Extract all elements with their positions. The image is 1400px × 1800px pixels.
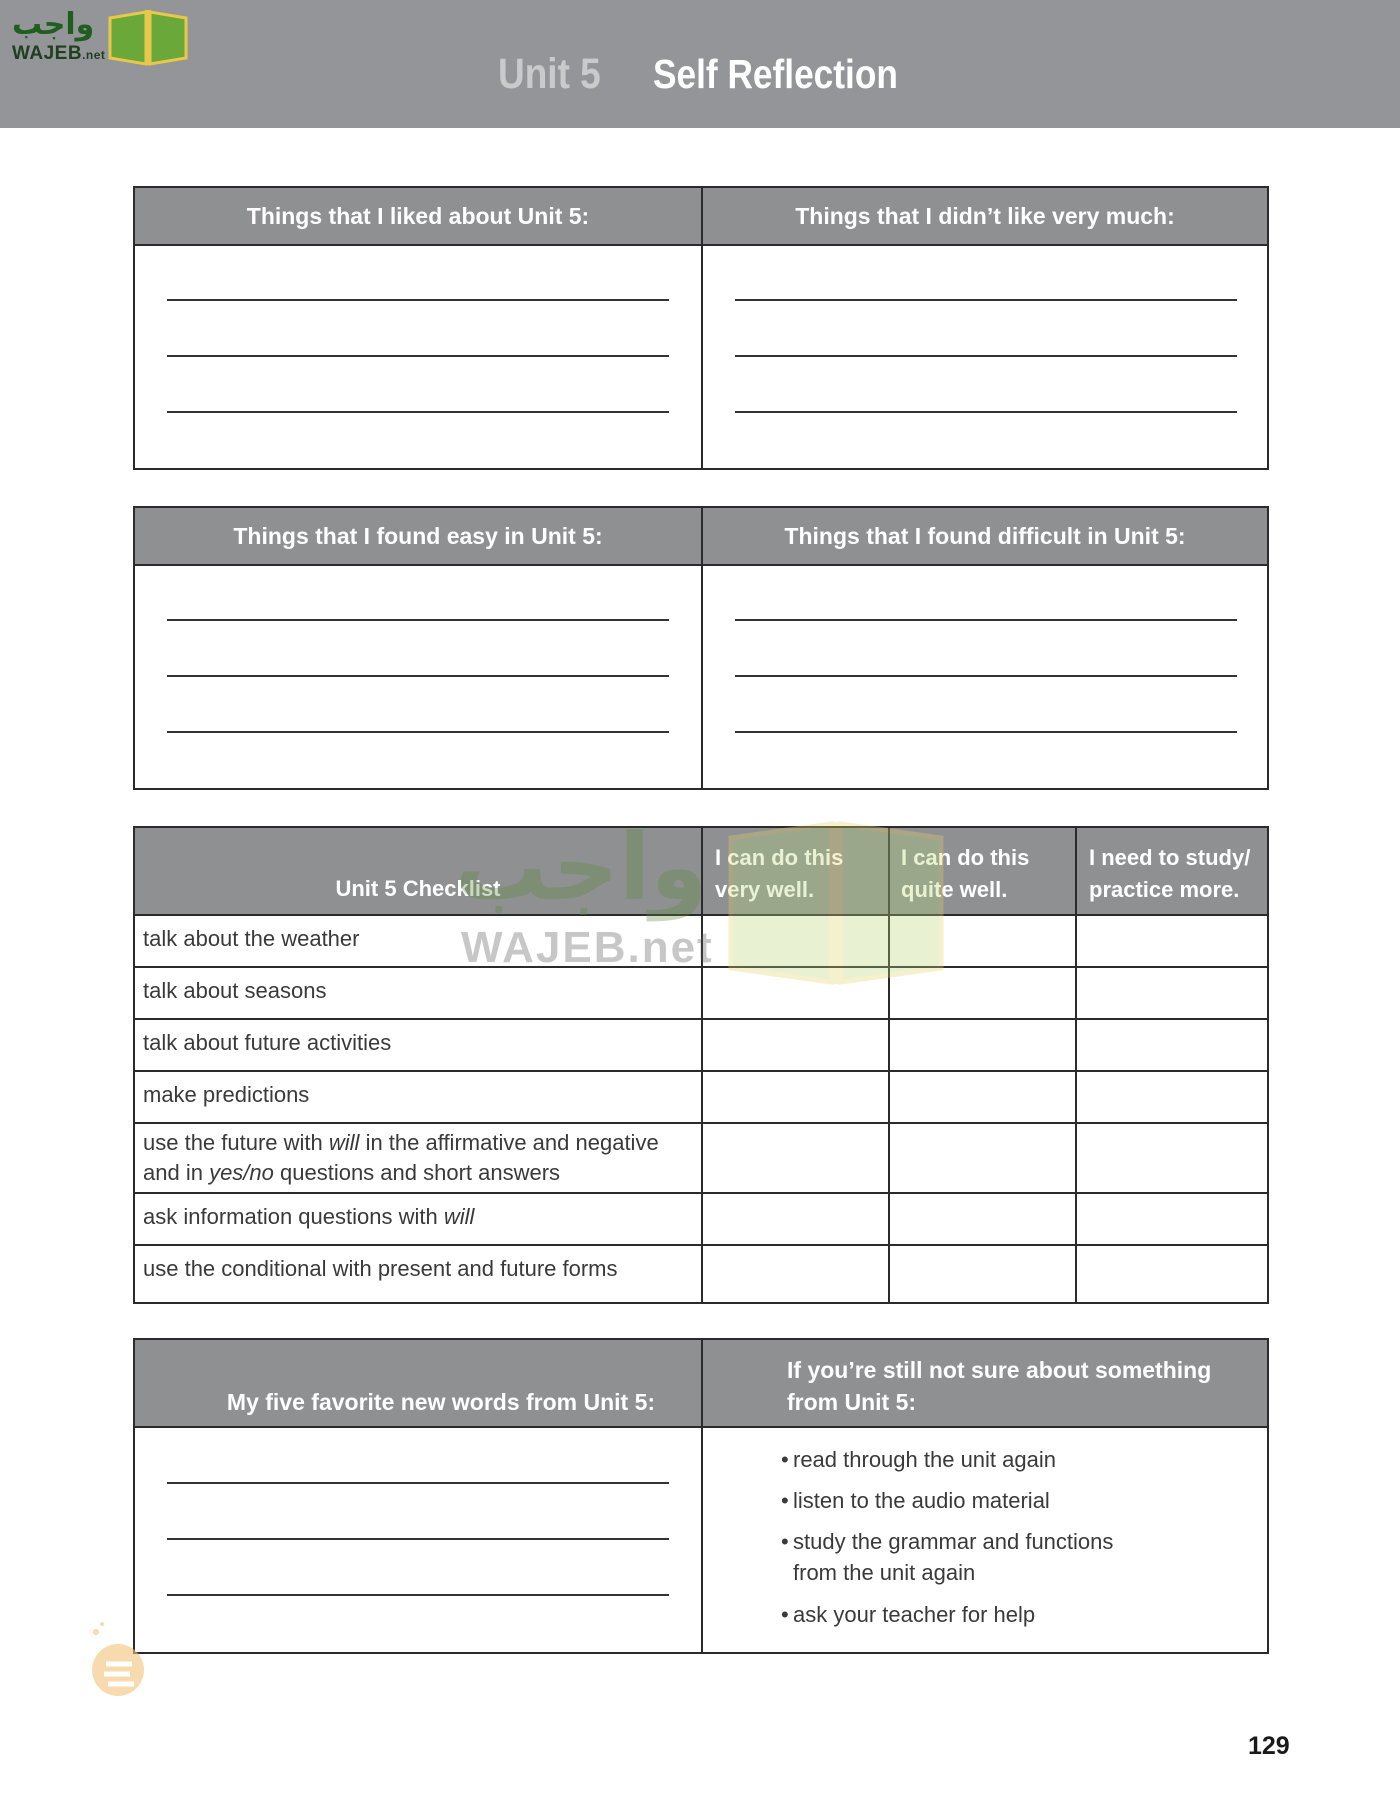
checkbox-cell[interactable] [703, 1124, 888, 1192]
checklist-item: use the future with will in the affirmative and negative and in yes/no questions and short answers [143, 1130, 659, 1185]
decorative-mark-icon [82, 1616, 152, 1706]
checkbox-cell[interactable] [890, 1124, 1075, 1192]
checkbox-cell[interactable] [890, 1246, 1075, 1296]
divider [701, 1340, 703, 1652]
checkbox-cell[interactable] [890, 1194, 1075, 1244]
tip-item: • study the grammar and functions [781, 1529, 1114, 1554]
checkbox-cell[interactable] [703, 1194, 888, 1244]
checklist-table [133, 826, 1269, 1304]
writing-line[interactable] [735, 731, 1237, 733]
divider [701, 188, 703, 468]
column-heading-need-study: I need to study/ practice more. [1089, 845, 1251, 902]
liked-heading: Things that I liked about Unit 5: [246, 202, 590, 229]
checklist-title: Unit 5 Checklist [335, 876, 501, 901]
words-tips-box [133, 1338, 1269, 1654]
not-sure-heading: If you’re still not sure about something from Unit 5: [787, 1357, 1212, 1415]
favorite-words-heading: My five favorite new words from Unit 5: [226, 1389, 656, 1415]
writing-line[interactable] [735, 411, 1237, 413]
writing-line[interactable] [167, 675, 669, 677]
writing-line[interactable] [167, 1482, 669, 1484]
writing-line[interactable] [167, 731, 669, 733]
checkbox-cell[interactable] [1077, 916, 1267, 966]
checkbox-cell[interactable] [703, 916, 888, 966]
tip-item: • read through the unit again [781, 1447, 1056, 1472]
tip-item: • listen to the audio material [781, 1488, 1050, 1513]
checkbox-cell[interactable] [1077, 1124, 1267, 1192]
writing-line[interactable] [167, 1594, 669, 1596]
writing-line[interactable] [735, 355, 1237, 357]
watermark-arabic-text: واجب [455, 814, 708, 921]
page-number: 129 [1248, 1732, 1290, 1760]
writing-line[interactable] [167, 411, 669, 413]
wajeb-logo[interactable] [10, 8, 190, 68]
checkbox-cell[interactable] [1077, 1194, 1267, 1244]
difficult-heading: Things that I found difficult in Unit 5: [784, 522, 1186, 549]
checkbox-cell[interactable] [1077, 1246, 1267, 1296]
writing-line[interactable] [735, 299, 1237, 301]
page-header-band [0, 0, 1400, 128]
checkbox-cell[interactable] [1077, 1020, 1267, 1070]
checklist-item: ask information questions with will [143, 1204, 475, 1229]
easy-heading: Things that I found easy in Unit 5: [233, 522, 603, 549]
checkbox-cell[interactable] [1077, 968, 1267, 1018]
checkbox-cell[interactable] [890, 916, 1075, 966]
checkbox-cell[interactable] [890, 1020, 1075, 1070]
column-heading-very-well: I can do this very well. [715, 845, 844, 902]
checkbox-cell[interactable] [890, 968, 1075, 1018]
tips-list [781, 1444, 1253, 1644]
checkbox-cell[interactable] [703, 1072, 888, 1122]
checklist-item: use the conditional with present and future forms [143, 1256, 618, 1281]
checkbox-cell[interactable] [703, 1246, 888, 1296]
writing-line[interactable] [167, 619, 669, 621]
writing-line[interactable] [735, 675, 1237, 677]
checklist-item: talk about the weather [143, 926, 360, 951]
disliked-heading: Things that I didn’t like very much: [795, 202, 1175, 229]
unit-label: Unit 5 [498, 50, 601, 98]
page-title: Self Reflection [653, 51, 898, 97]
liked-disliked-box [133, 186, 1269, 470]
tip-item: • ask your teacher for help [781, 1602, 1036, 1627]
writing-line[interactable] [167, 299, 669, 301]
checklist-item: talk about seasons [143, 978, 327, 1003]
checkbox-cell[interactable] [890, 1072, 1075, 1122]
checkbox-cell[interactable] [1077, 1072, 1267, 1122]
watermark-latin-text: WAJEB.net [461, 923, 714, 972]
book-icon [106, 8, 190, 66]
checklist-item: talk about future activities [143, 1030, 392, 1055]
logo-arabic-text: واجب [12, 7, 95, 42]
checkbox-cell[interactable] [703, 968, 888, 1018]
writing-line[interactable] [167, 355, 669, 357]
writing-line[interactable] [167, 1538, 669, 1540]
writing-line[interactable] [735, 619, 1237, 621]
checklist-item: make predictions [143, 1082, 310, 1107]
logo-latin-text: WAJEB.net [12, 43, 106, 64]
easy-difficult-box [133, 506, 1269, 790]
tip-item-continued: from the unit again [793, 1560, 976, 1585]
checkbox-cell[interactable] [703, 1020, 888, 1070]
column-heading-quite-well: I can do this quite well. [901, 845, 1030, 902]
divider [701, 508, 703, 788]
